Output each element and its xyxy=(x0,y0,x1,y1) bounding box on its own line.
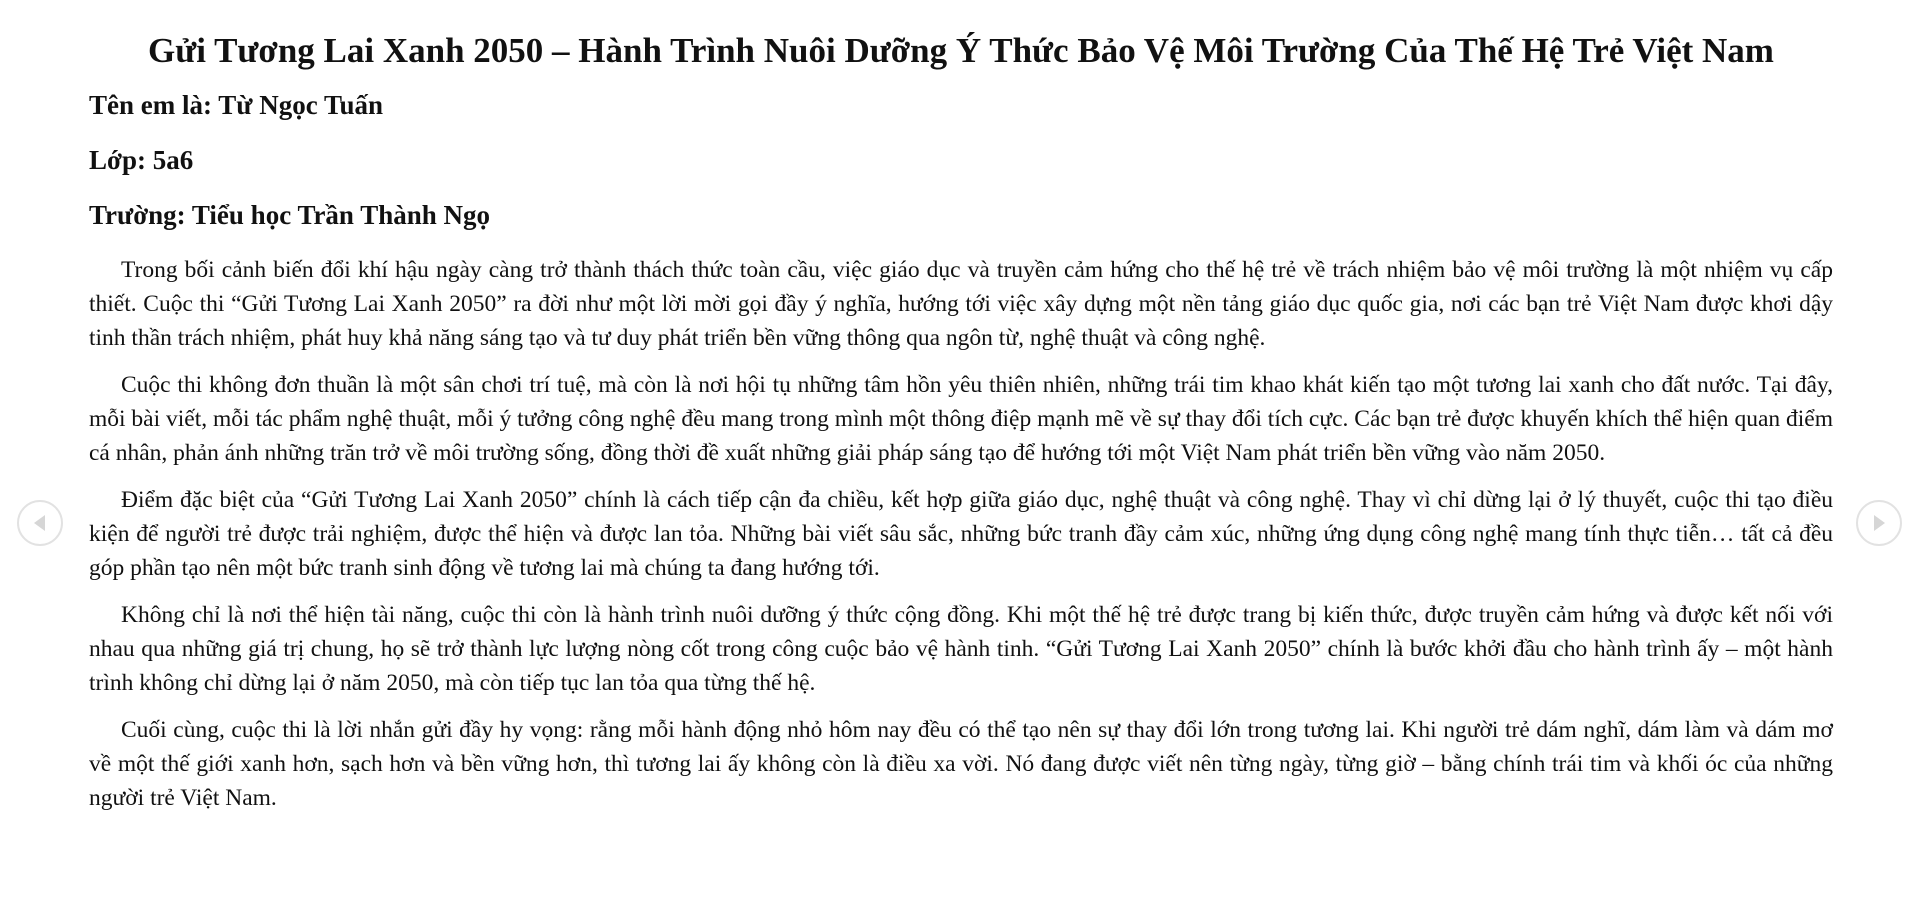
student-name: Tên em là: Từ Ngọc Tuấn xyxy=(89,89,384,120)
paragraph: Trong bối cảnh biến đổi khí hậu ngày càng trở thành thách thức toàn cầu, việc giáo dục và truyền cảm hứng cho thế hệ trẻ về trách nhiệm bảo vệ môi trường là một nhiệm vụ cấp thiết. Cuộc thi “Gửi Tương Lai Xanh 2050” ra đời như một lời mời gọi đầy ý nghĩa, hướng tới việc xây dựng một nền tảng giáo dục quốc gia, nơi các bạn trẻ Việt Nam được khơi dậy tinh thần trách nhiệm, phát huy khả năng sáng tạo và tư duy phát triển bền vững thông qua ngôn từ, nghệ thuật và công nghệ. xyxy=(89,256,1833,351)
chevron-right-icon xyxy=(1858,502,1900,544)
paragraph: Cuối cùng, cuộc thi là lời nhắn gửi đầy hy vọng: rằng mỗi hành động nhỏ hôm nay đều có thể tạo nên sự thay đổi lớn trong tương lai. Khi người trẻ dám nghĩ, dám làm và dám mơ về một thế giới xanh hơn, sạch hơn và bền vững hơn, thì tương lai ấy không còn là điều xa vời. Nó đang được viết nên từng ngày, từng giờ – bằng chính trái tim và khối óc của những người trẻ Việt Nam. xyxy=(89,716,1833,811)
previous-page-button[interactable] xyxy=(17,500,63,546)
page-title: Gửi Tương Lai Xanh 2050 – Hành Trình Nuôi Dưỡng Ý Thức Bảo Vệ Môi Trường Của Thế Hệ Trẻ Việt Nam xyxy=(148,31,1774,70)
paragraph: Không chỉ là nơi thể hiện tài năng, cuộc thi còn là hành trình nuôi dưỡng ý thức cộng đồng. Khi một thế hệ trẻ được trang bị kiến thức, được truyền cảm hứng và được kết nối với nhau qua những giá trị chung, họ sẽ trở thành lực lượng nòng cốt trong công cuộc bảo vệ hành tinh. “Gửi Tương Lai Xanh 2050” chính là bước khởi đầu cho hành trình ấy – một hành trình không chỉ dừng lại ở năm 2050, mà còn tiếp tục lan tỏa qua từng thế hệ. xyxy=(89,601,1833,696)
chevron-left-icon xyxy=(19,502,61,544)
paragraph: Cuộc thi không đơn thuần là một sân chơi trí tuệ, mà còn là nơi hội tụ những tâm hồn yêu thiên nhiên, những trái tim khao khát kiến tạo một tương lai xanh cho đất nước. Tại đây, mỗi bài viết, mỗi tác phẩm nghệ thuật, mỗi ý tưởng công nghệ đều mang trong mình một thông điệp mạnh mẽ về sự thay đổi tích cực. Các bạn trẻ được khuyến khích thể hiện quan điểm cá nhân, phản ánh những trăn trở về môi trường sống, đồng thời đề xuất những giải pháp sáng tạo để hướng tới một Việt Nam phát triển bền vững vào năm 2050. xyxy=(89,371,1833,466)
student-school: Trường: Tiểu học Trần Thành Ngọ xyxy=(89,199,491,230)
paragraph: Điểm đặc biệt của “Gửi Tương Lai Xanh 2050” chính là cách tiếp cận đa chiều, kết hợp giữa giáo dục, nghệ thuật và công nghệ. Thay vì chỉ dừng lại ở lý thuyết, cuộc thi tạo điều kiện để người trẻ được trải nghiệm, được thể hiện và được lan tỏa. Những bài viết sâu sắc, những bức tranh đầy cảm xúc, những ứng dụng công nghệ mang tính thực tiễn… tất cả đều góp phần tạo nên một bức tranh sinh động về tương lai mà chúng ta đang hướng tới. xyxy=(89,486,1833,581)
document-content xyxy=(89,28,1833,828)
next-page-button[interactable] xyxy=(1856,500,1902,546)
student-class: Lớp: 5a6 xyxy=(89,144,194,175)
